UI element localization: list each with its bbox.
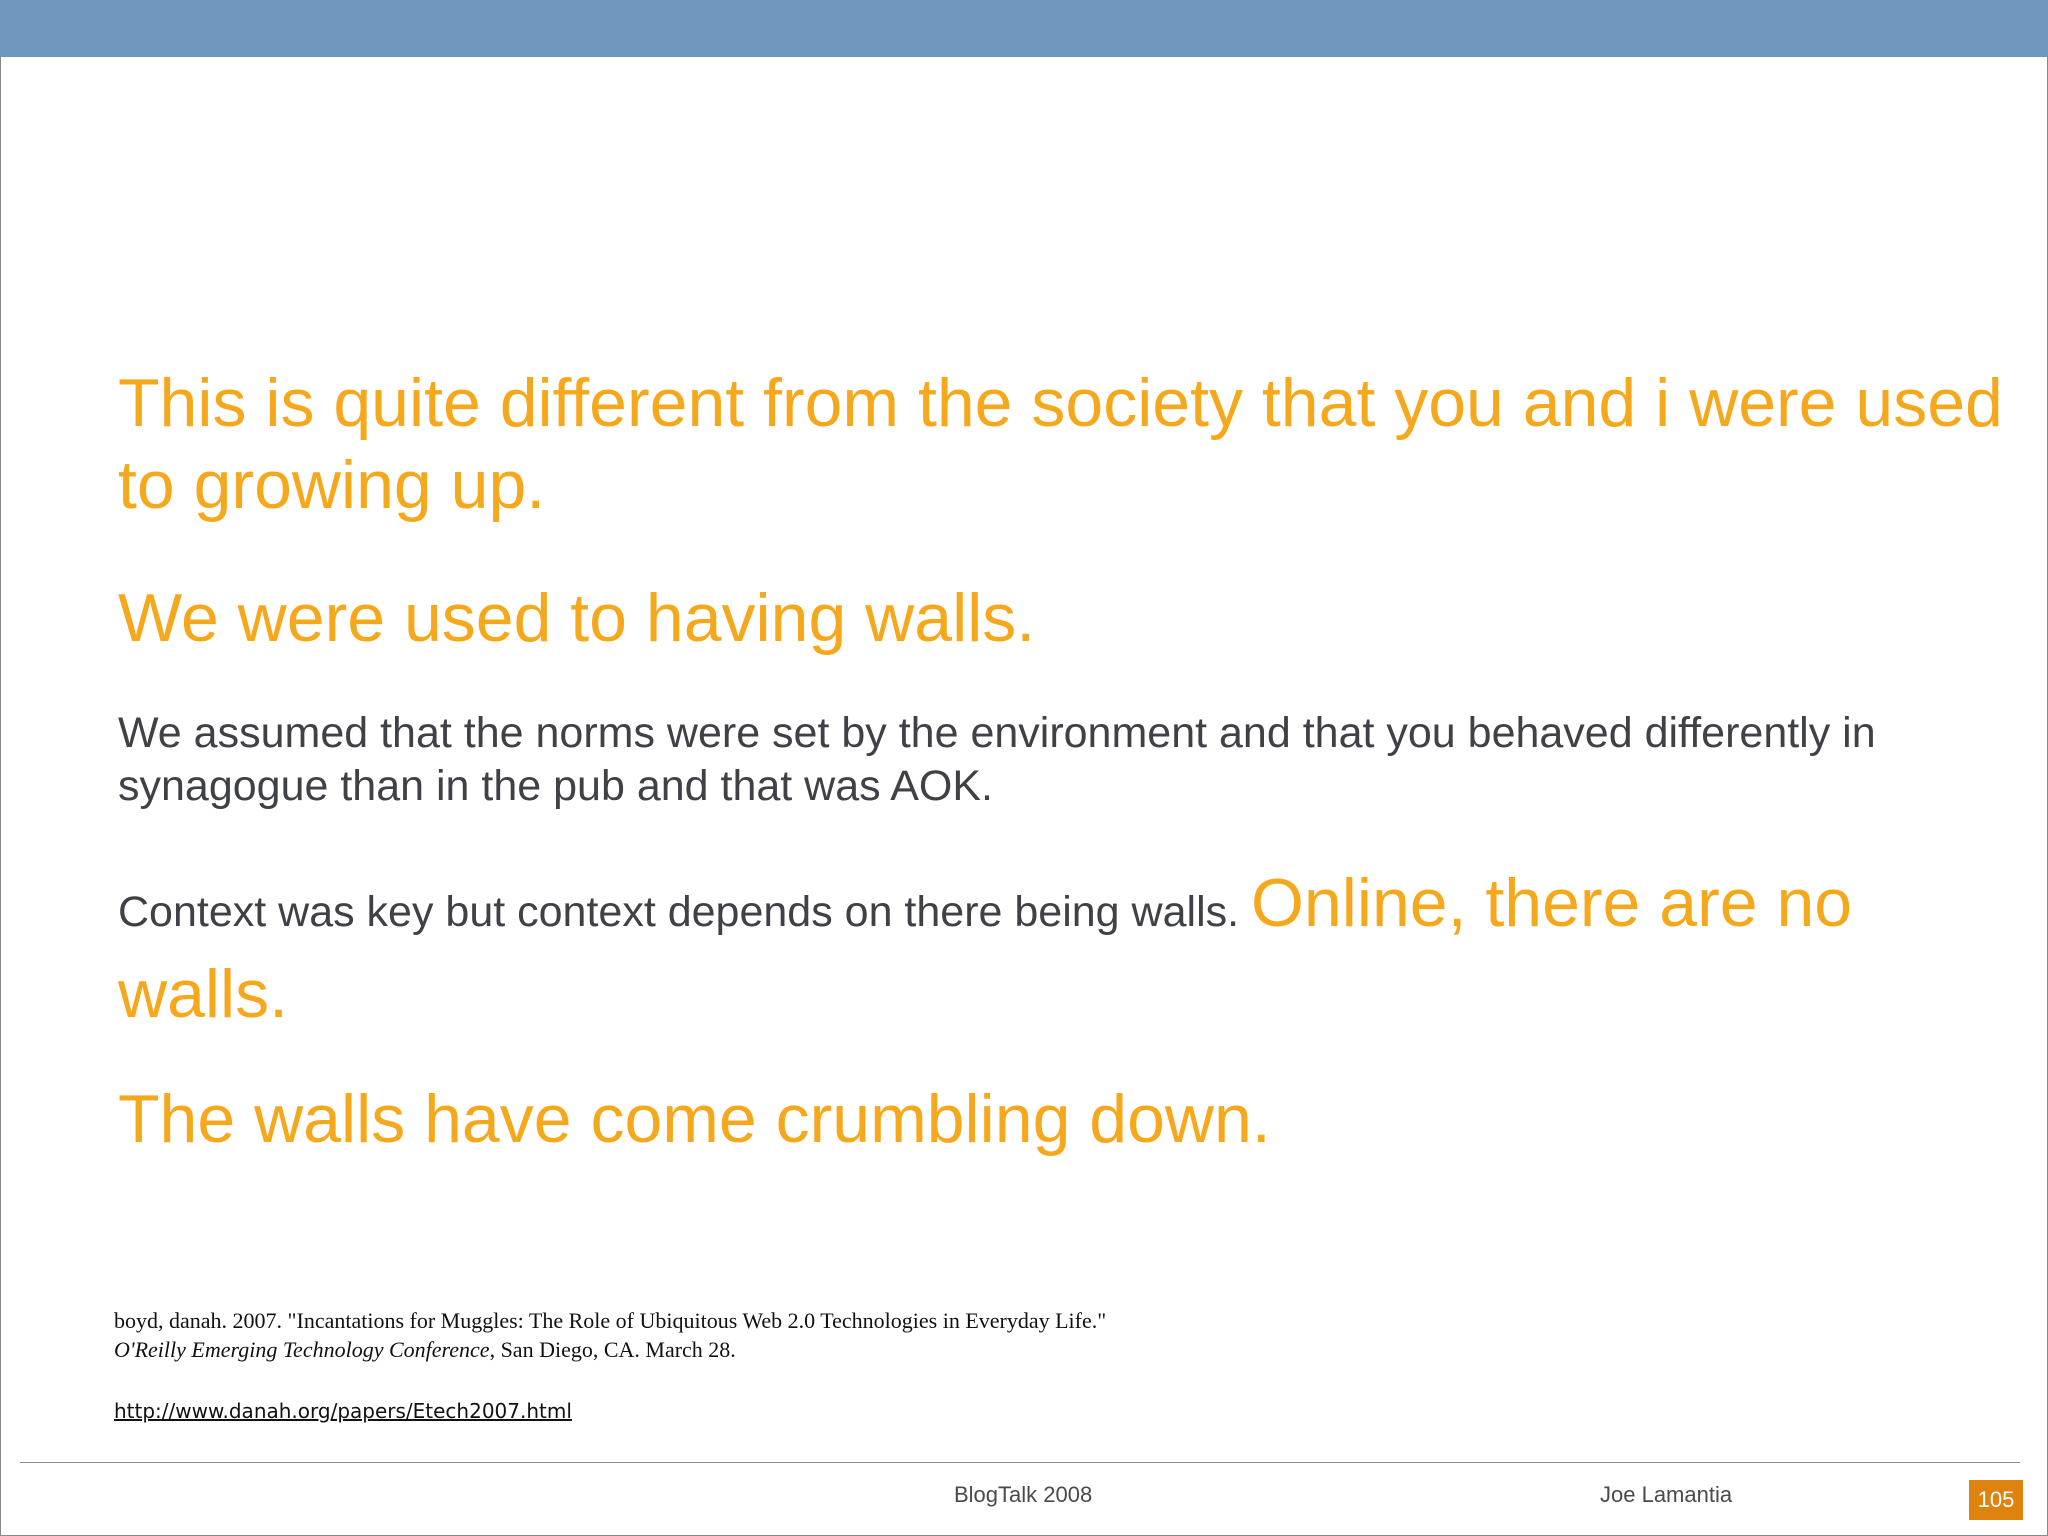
- online-text: Online, there are no walls.: [118, 865, 1853, 1032]
- source-link[interactable]: http://www.danah.org/papers/Etech2007.html: [114, 1399, 572, 1423]
- citation-main: boyd, danah. 2007. "Incantations for Muggles: The Role of Ubiquitous Web 2.0 Technologies in Everyday Life.": [114, 1308, 1107, 1333]
- context-text: Context was key but context depends on there being walls.: [118, 888, 1240, 936]
- page-number-badge: 105: [1969, 1480, 2023, 1520]
- slide-text-norms: We assumed that the norms were set by the environment and that you behaved differently in synagogue than in the pub and that was AOK.: [118, 709, 1876, 810]
- citation-location: , San Diego, CA. March 28.: [489, 1337, 736, 1362]
- slide-text-context: [118, 862, 2018, 1044]
- slide-text-intro: This is quite different from the society that you and i were used to growing up.: [118, 365, 2003, 523]
- footer-author: Joe Lamantia: [1600, 1482, 1733, 1507]
- footer-divider: [20, 1462, 2020, 1463]
- slide-text-crumbling: The walls have come crumbling down.: [118, 1081, 1271, 1157]
- header-bar: [0, 0, 2048, 57]
- footer-event: BlogTalk 2008: [954, 1482, 1093, 1507]
- citation: [114, 1306, 1114, 1364]
- slide-text-walls: We were used to having walls.: [118, 580, 1036, 656]
- citation-conference: O'Reilly Emerging Technology Conference: [114, 1337, 490, 1362]
